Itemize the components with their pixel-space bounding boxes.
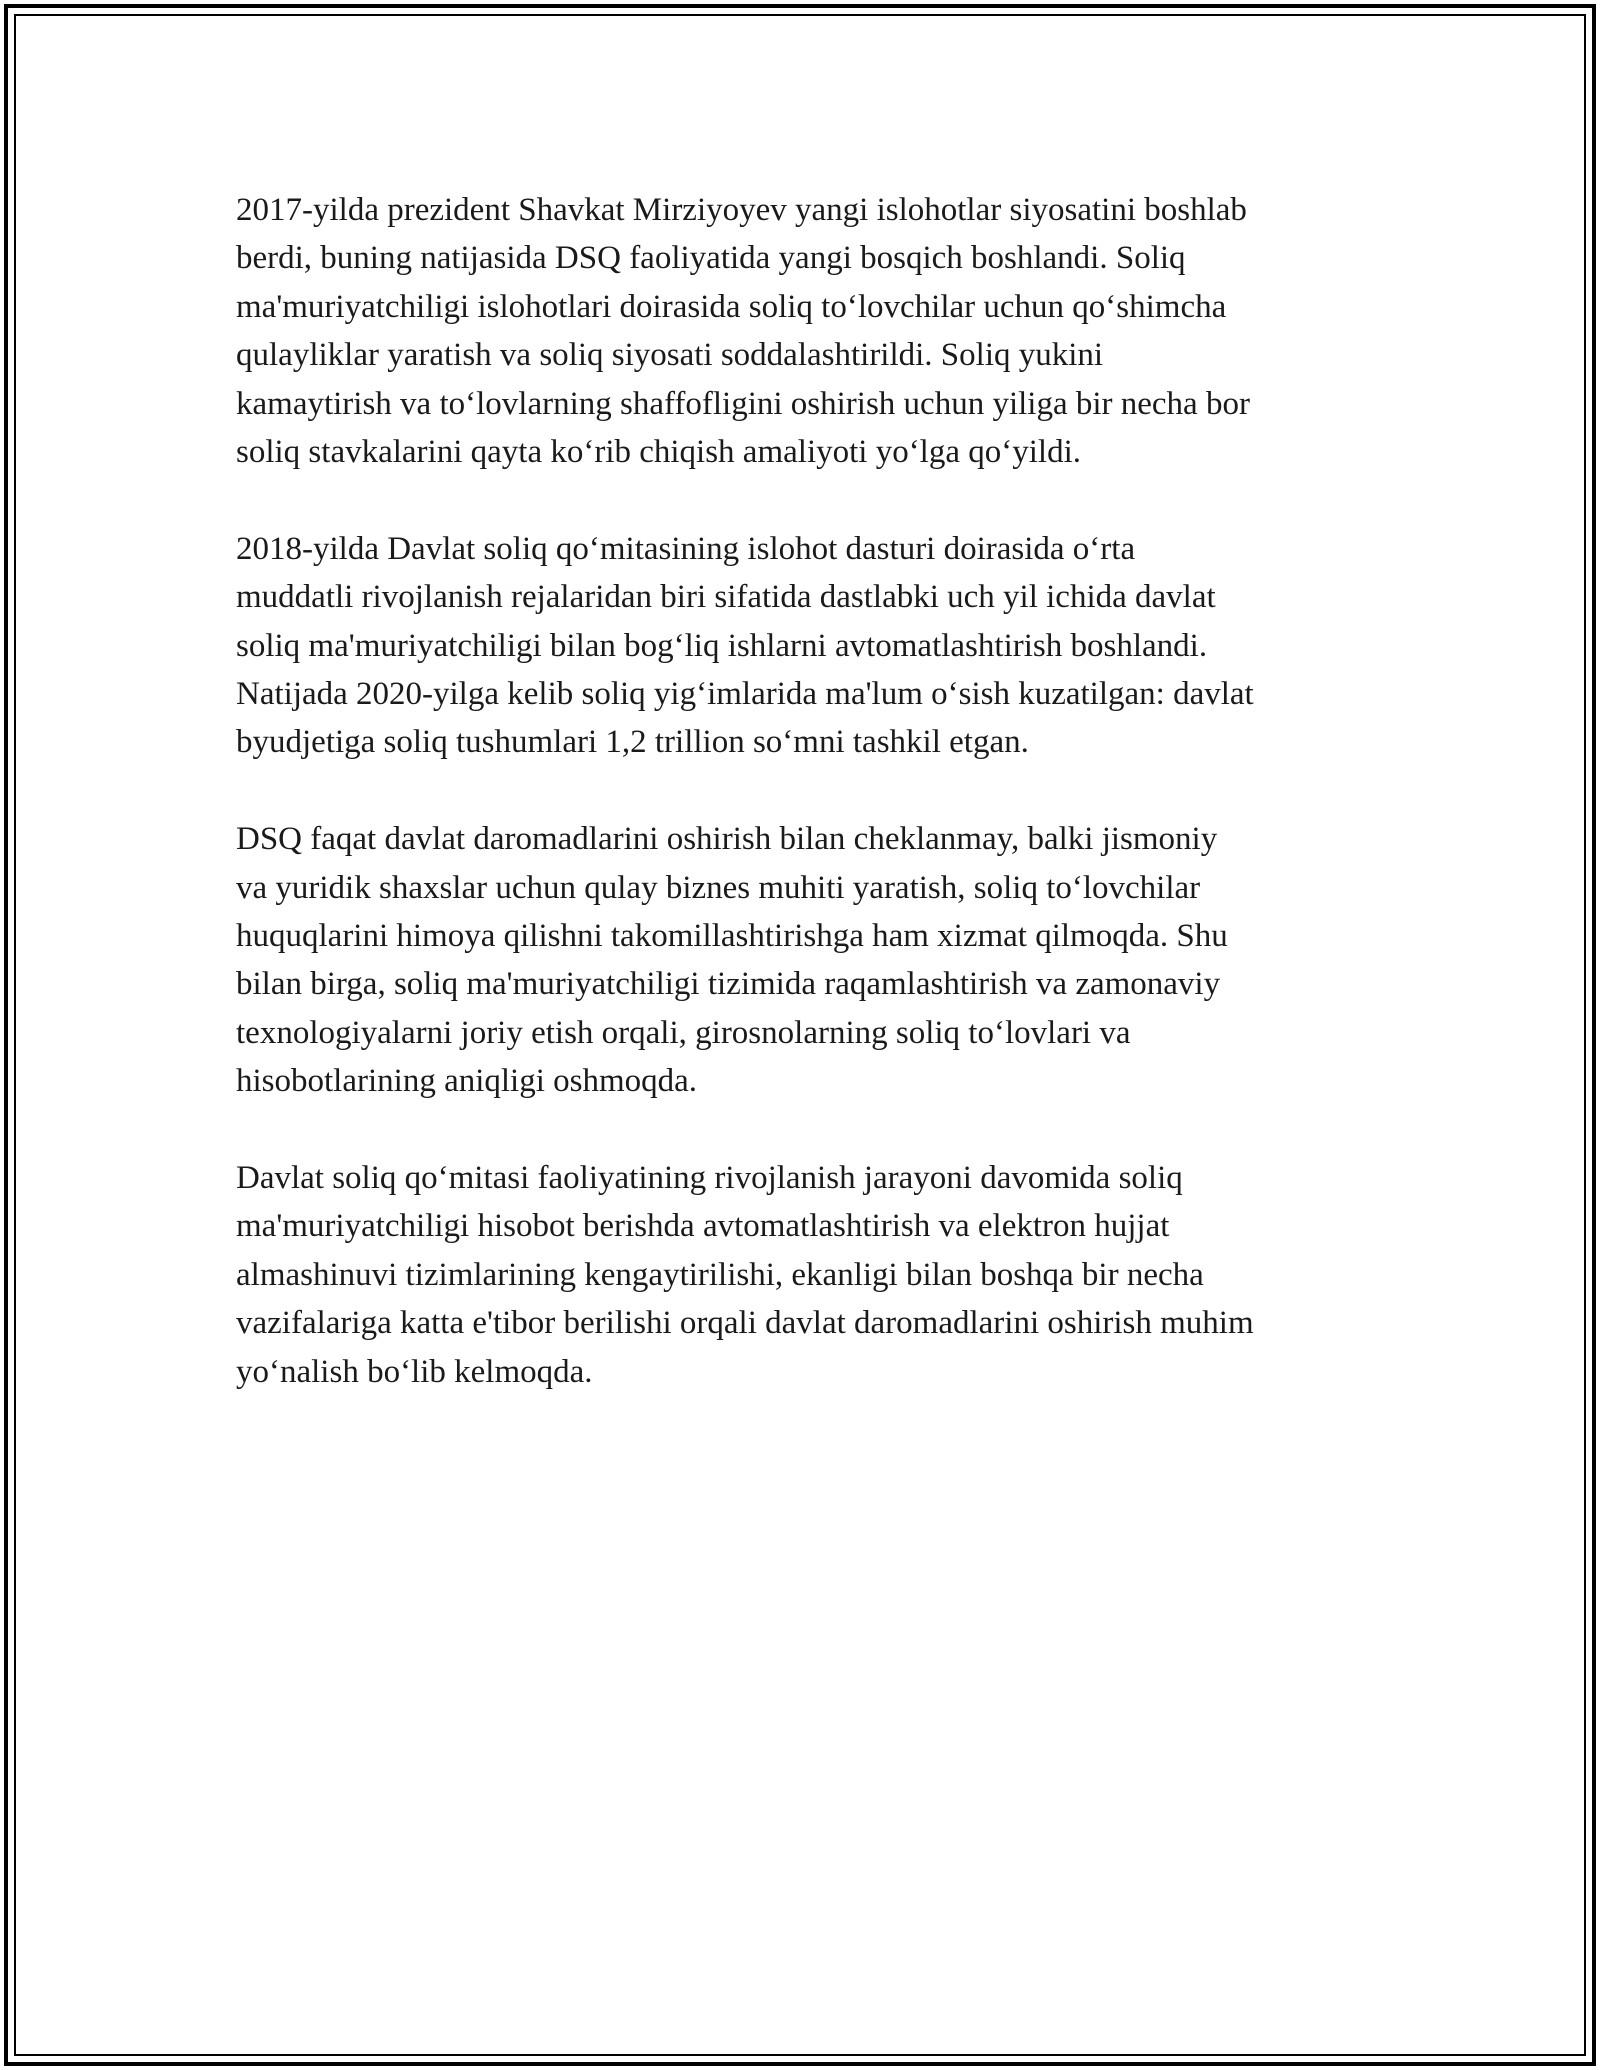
text-line: ma'muriyatchiligi hisobot berishda avtomatlashtirish va elektron hujjat: [236, 1208, 1170, 1245]
text-line: muddatli rivojlanish rejalaridan biri sifatida dastlabki uch yil ichida davlat: [236, 579, 1216, 616]
text-line: almashinuvi tizimlarining kengaytirilishi, ekanligi bilan boshqa bir necha: [236, 1256, 1204, 1293]
text-line: soliq stavkalarini qayta ko‘rib chiqish amaliyoti yo‘lga qo‘yildi.: [236, 434, 1081, 471]
text-line: 2017-yilda prezident Shavkat Mirziyoyev yangi islohotlar siyosatini boshlab: [236, 192, 1247, 228]
document-body: [236, 186, 1386, 1445]
text-line: soliq ma'muriyatchiligi bilan bog‘liq ishlarni avtomatlashtirish boshlandi.: [236, 627, 1208, 664]
paragraph-1: [236, 186, 1386, 476]
text-line: qulayliklar yaratish va soliq siyosati soddalashtirildi. Soliq yukini: [236, 337, 1104, 374]
text-line: kamaytirish va to‘lovlarning shaffofligini oshirish uchun yiliga bir necha bor: [236, 385, 1250, 422]
text-line: yo‘nalish bo‘lib kelmoqda.: [236, 1353, 593, 1390]
paragraph-4: [236, 1154, 1386, 1396]
paragraph-2: [236, 525, 1386, 767]
text-line: Natijada 2020-yilga kelib soliq yig‘imlarida ma'lum o‘sish kuzatilgan: davlat: [236, 676, 1254, 713]
paragraph-3: [236, 815, 1386, 1105]
text-line: huquqlarini himoya qilishni takomillashtirishga ham xizmat qilmoqda. Shu: [236, 918, 1228, 955]
text-line: texnologiyalarni joriy etish orqali, girosnolarning soliq to‘lovlari va: [236, 1014, 1131, 1051]
text-line: va yuridik shaxslar uchun qulay biznes muhiti yaratish, soliq to‘lovchilar: [236, 869, 1201, 906]
text-line: hisobotlarining aniqligi oshmoqda.: [236, 1063, 698, 1100]
text-line: Davlat soliq qo‘mitasi faoliyatining rivojlanish jarayoni davomida soliq: [236, 1160, 1183, 1197]
text-line: ma'muriyatchiligi islohotlari doirasida soliq to‘lovchilar uchun qo‘shimcha: [236, 288, 1227, 325]
text-line: DSQ faqat davlat daromadlarini oshirish bilan cheklanmay, balki jismoniy: [236, 821, 1218, 858]
text-line: bilan birga, soliq ma'muriyatchiligi tizimida raqamlashtirish va zamonaviy: [236, 966, 1221, 1003]
text-line: vazifalariga katta e'tibor berilishi orqali davlat daromadlarini oshirish muhim: [236, 1305, 1254, 1342]
text-line: byudjetiga soliq tushumlari 1,2 trillion so‘mni tashkil etgan.: [236, 724, 1029, 761]
text-line: 2018-yilda Davlat soliq qo‘mitasining islohot dasturi doirasida o‘rta: [236, 530, 1136, 567]
text-line: berdi, buning natijasida DSQ faoliyatida yangi bosqich boshlandi. Soliq: [236, 240, 1186, 277]
